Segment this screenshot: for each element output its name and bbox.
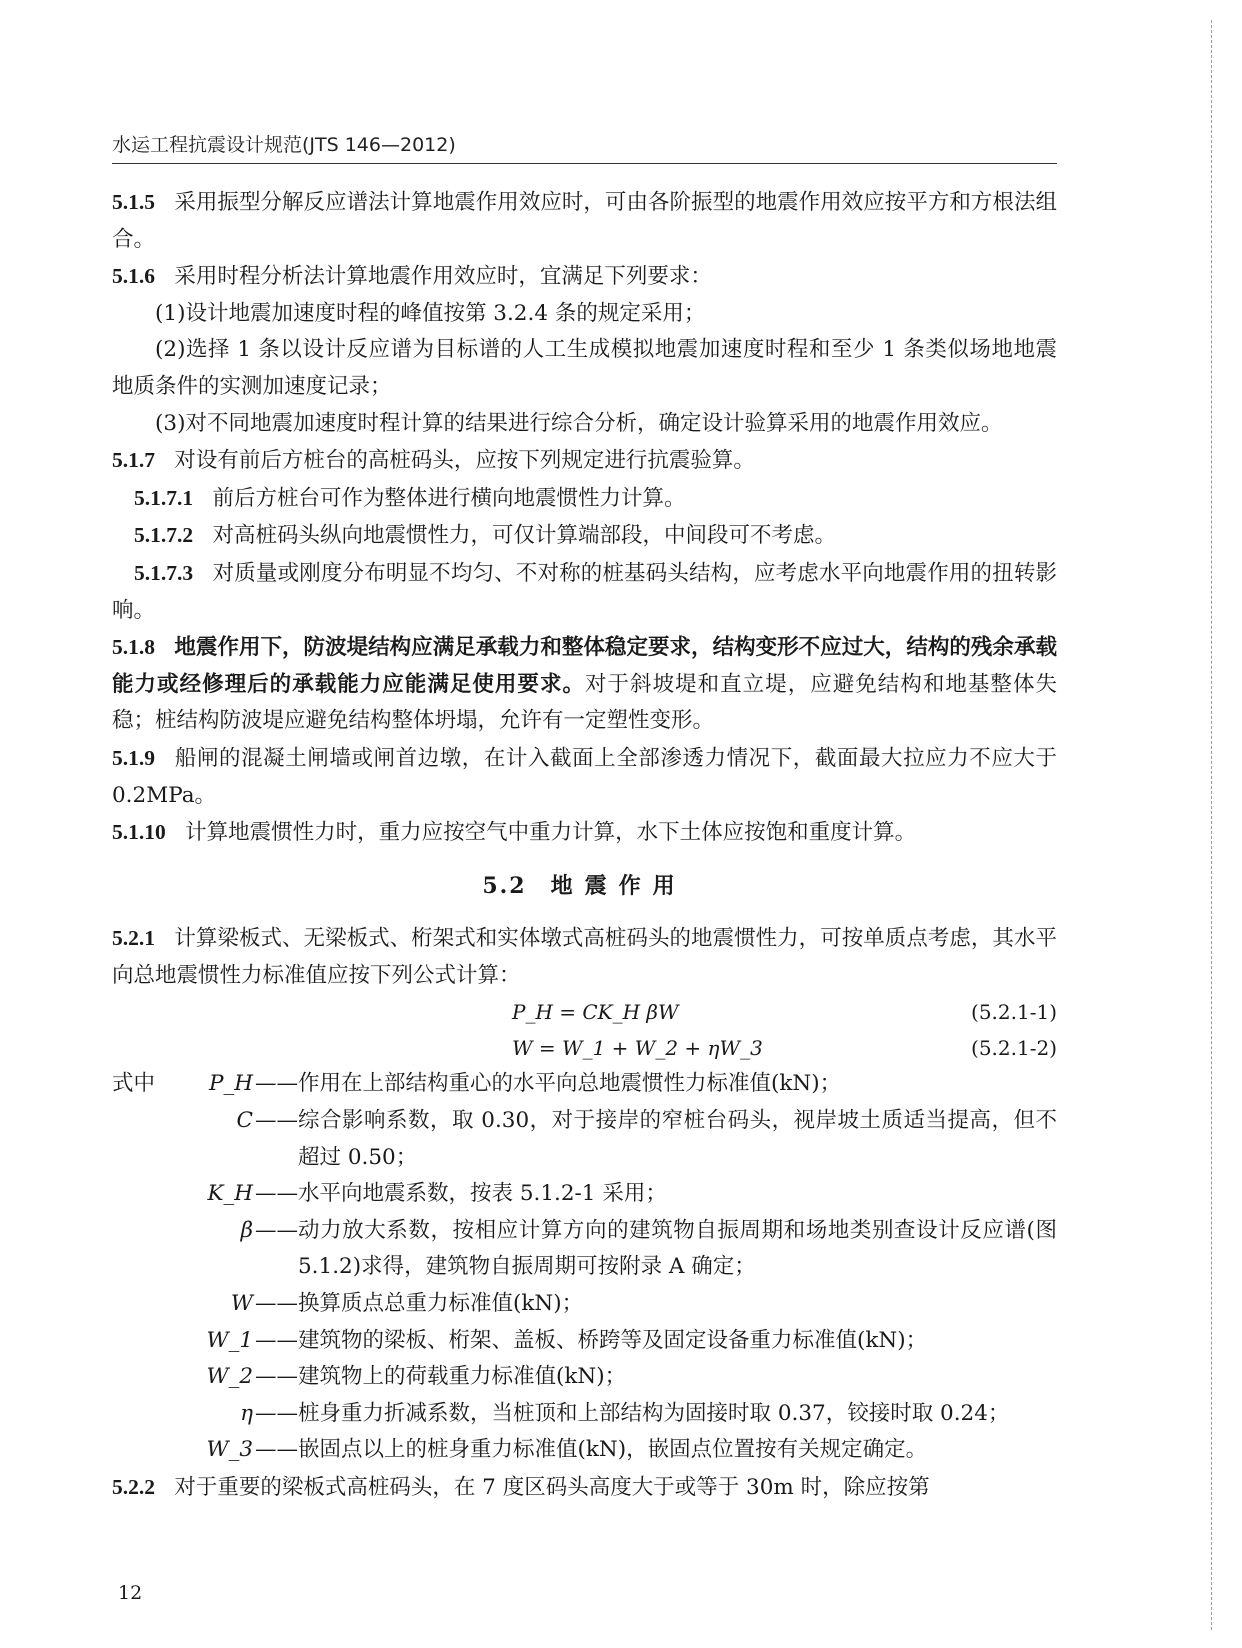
page-number: 12	[118, 1582, 143, 1604]
clause-5-1-5: 5.1.5 采用振型分解反应谱法计算地震作用效应时，可由各阶振型的地震作用效应按平方和方根法组合。	[112, 190, 1057, 252]
definition-row: C —— 综合影响系数，取 0.30，对于接岸的窄桩台码头，视岸坡土质适当提高，但不超过 0.50；	[236, 1108, 1057, 1170]
definition-row: β —— 动力放大系数，按相应计算方向的建筑物自振周期和场地类别查设计反应谱(图 5.1.2)求得，建筑物自振周期可按附录 A 确定；	[240, 1217, 1057, 1280]
clause-5-1-7-3: 5.1.7.3 对质量或刚度分布明显不均匀、不对称的桩基码头结构，应考虑水平向地震作用的扭转影响。	[112, 560, 1057, 623]
formula-expression: P_H = CK_H βW	[512, 1000, 679, 1025]
clause-5-1-10: 5.1.10 计算地震惯性力时，重力应按空气中重力计算，水下土体应按饱和重度计算。	[112, 820, 917, 846]
equation-number: (5.2.1-1)	[971, 1000, 1057, 1025]
clause-5-1-9: 5.1.9 船闸的混凝土闸墙或闸首边墩，在计入截面上全部渗透力情况下，截面最大拉应力不应大于 0.2MPa。	[112, 745, 1057, 808]
section-heading: 5.2 地震作用	[482, 872, 687, 899]
formula-5-2-1-1	[112, 994, 1057, 1030]
header-rule	[112, 163, 1057, 164]
definition-row: W_1 —— 建筑物的梁板、桁架、盖板、桥跨等及固定设备重力标准值(kN)；	[206, 1327, 928, 1353]
clause-5-1-7: 5.1.7 对设有前后方桩台的高桩码头，应按下列规定进行抗震验算。	[112, 448, 755, 474]
definition-row: W_2 —— 建筑物上的荷载重力标准值(kN)；	[206, 1364, 627, 1390]
definition-row: 式中 P_H —— 作用在上部结构重心的水平向总地震惯性力标准值(kN)；	[112, 1066, 1057, 1103]
definition-row: η —— 桩身重力折减系数，当桩顶和上部结构为固接时取 0.37，铰接时取 0.24；	[240, 1400, 1010, 1426]
clause-5-1-6-item-3: (3)对不同地震加速度时程计算的结果进行综合分析，确定设计验算采用的地震作用效应。	[155, 410, 1003, 436]
formula-5-2-1-2	[112, 1030, 1057, 1066]
clause-5-2-2: 5.2.2 对于重要的梁板式高桩码头，在 7 度区码头高度大于或等于 30m 时，除应按第	[112, 1475, 930, 1500]
body-text	[112, 184, 1057, 1507]
clause-5-1-6: 5.1.6 采用时程分析法计算地震作用效应时，宜满足下列要求：	[112, 264, 712, 290]
definition-row: W_3 —— 嵌固点以上的桩身重力标准值(kN)，嵌固点位置按有关规定确定。	[206, 1437, 928, 1463]
clause-5-1-6-item-2: (2)选择 1 条以设计反应谱为目标谱的人工生成模拟地震加速度时程和至少 1 条类似场地地震地质条件的实测加速度记录；	[112, 337, 1057, 399]
scan-edge-marks	[1211, 20, 1212, 1630]
where-label: 式中	[112, 1071, 156, 1097]
definition-row: W —— 换算质点总重力标准值(kN)；	[230, 1291, 584, 1317]
clause-5-1-7-2: 5.1.7.2 对高桩码头纵向地震惯性力，可仅计算端部段，中间段可不考虑。	[134, 523, 836, 549]
clause-5-1-7-1: 5.1.7.1 前后方桩台可作为整体进行横向地震惯性力计算。	[134, 485, 686, 511]
definition-row: K_H —— 水平向地震系数，按表 5.1.2-1 采用；	[207, 1181, 667, 1207]
formula-expression: W = W_1 + W_2 + ηW_3	[512, 1036, 763, 1061]
running-header: 水运工程抗震设计规范(JTS 146—2012)	[112, 134, 456, 156]
clause-5-1-8: 5.1.8 地震作用下，防波堤结构应满足承载力和整体稳定要求，结构变形不应过大，结构的残余承载能力或经修理后的承载能力应能满足使用要求。对于斜坡堤和直立堤，应避免结构和地基整体失稳；桩结构防波堤应避免结构整体坍塌，允许有一定塑性变形。	[112, 635, 1057, 734]
clause-5-2-1: 5.2.1 计算梁板式、无梁板式、桁架式和实体墩式高桩码头的地震惯性力，可按单质点考虑，其水平向总地震惯性力标准值应按下列公式计算：	[112, 926, 1057, 988]
clause-5-1-6-item-1: (1)设计地震加速度时程的峰值按第 3.2.4 条的规定采用；	[155, 300, 706, 326]
symbol-definitions	[112, 1066, 1057, 1469]
equation-number: (5.2.1-2)	[971, 1036, 1057, 1061]
